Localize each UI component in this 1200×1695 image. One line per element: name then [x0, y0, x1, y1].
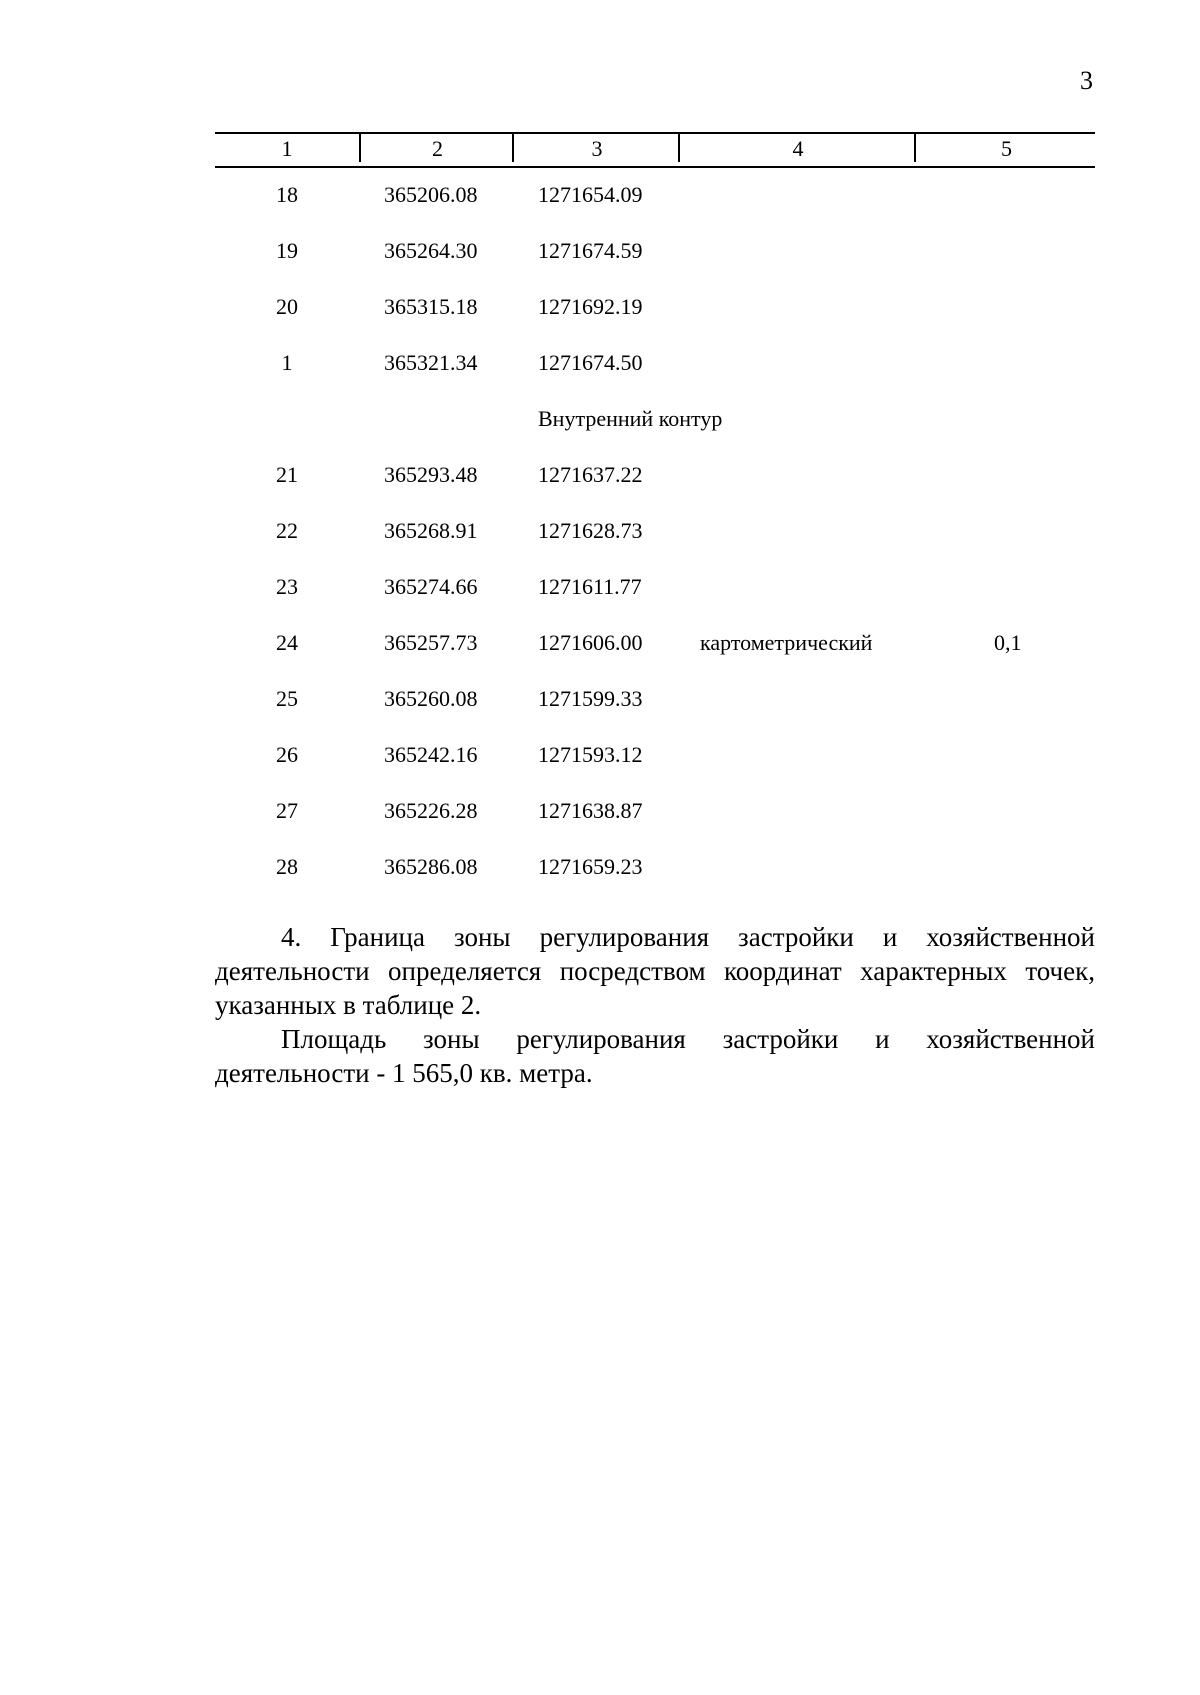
- point-number: 23: [276, 574, 298, 599]
- paragraph-boundary: 4. Граница зоны регулирования застройки и хозяйственной деятельности определяется посредством координат характерных точек, указанных в таблице 2.: [215, 922, 1095, 1020]
- table-row: [215, 672, 1095, 728]
- table-row: [215, 224, 1095, 280]
- coord-x: 365257.73: [384, 630, 478, 655]
- coord-y: 1271674.50: [538, 350, 643, 375]
- table-row: [215, 560, 1095, 616]
- coord-y: 1271674.59: [538, 238, 643, 263]
- point-number: 25: [276, 686, 298, 711]
- coord-x: 365242.16: [384, 742, 478, 767]
- point-number: 27: [276, 798, 298, 823]
- precision: 0,1: [994, 630, 1022, 655]
- coord-x: 365315.18: [384, 294, 478, 319]
- coord-x: 365260.08: [384, 686, 478, 711]
- table-row: [215, 168, 1095, 224]
- point-number: 26: [276, 742, 298, 767]
- coord-x: 365321.34: [384, 350, 478, 375]
- coord-y: 1271611.77: [538, 574, 642, 599]
- paragraph-area: Площадь зоны регулирования застройки и хозяйственной деятельности - 1 565,0 кв. метра.: [215, 1024, 1095, 1088]
- coord-y: 1271692.19: [538, 294, 643, 319]
- header-col-2: 2: [359, 134, 514, 162]
- table-row: [215, 336, 1095, 392]
- outer-contour-rows: [215, 168, 1095, 392]
- coord-x: 365226.28: [384, 798, 478, 823]
- section-label-text: Внутренний контур: [538, 406, 723, 431]
- coord-y: 1271637.22: [538, 462, 643, 487]
- table-row: [215, 840, 1095, 896]
- coord-x: 365268.91: [384, 518, 478, 543]
- coord-y: 1271599.33: [538, 686, 643, 711]
- table-row: [215, 448, 1095, 504]
- coord-x: 365286.08: [384, 854, 478, 879]
- point-number: 18: [276, 182, 298, 207]
- point-number: 24: [276, 630, 298, 655]
- table-row: [215, 616, 1095, 672]
- coord-y: 1271628.73: [538, 518, 643, 543]
- coord-x: 365206.08: [384, 182, 478, 207]
- coordinates-table: [215, 132, 1095, 896]
- point-number: 19: [276, 238, 298, 263]
- table-row: [215, 280, 1095, 336]
- header-col-5: 5: [914, 134, 1097, 162]
- coord-x: 365264.30: [384, 238, 478, 263]
- inner-contour-rows: [215, 448, 1095, 896]
- coord-y: 1271606.00: [538, 630, 643, 655]
- point-number: 22: [276, 518, 298, 543]
- point-number: 20: [276, 294, 298, 319]
- table-row: [215, 728, 1095, 784]
- section-label: [215, 392, 1095, 448]
- header-col-4: 4: [678, 134, 916, 162]
- table-row: [215, 504, 1095, 560]
- point-number: 1: [281, 350, 293, 375]
- method: картометрический: [700, 630, 873, 655]
- header-col-1: 1: [281, 136, 293, 161]
- coord-x: 365293.48: [384, 462, 478, 487]
- point-number: 28: [276, 854, 298, 879]
- table-header: [215, 132, 1095, 168]
- header-col-3: 3: [512, 134, 680, 162]
- point-number: 21: [276, 462, 298, 487]
- coord-y: 1271654.09: [538, 182, 643, 207]
- body-text: [215, 920, 1095, 1090]
- coord-y: 1271593.12: [538, 742, 643, 767]
- table-row: [215, 784, 1095, 840]
- page-number: 3: [1080, 66, 1093, 95]
- coord-y: 1271638.87: [538, 798, 643, 823]
- coord-y: 1271659.23: [538, 854, 643, 879]
- coord-x: 365274.66: [384, 574, 478, 599]
